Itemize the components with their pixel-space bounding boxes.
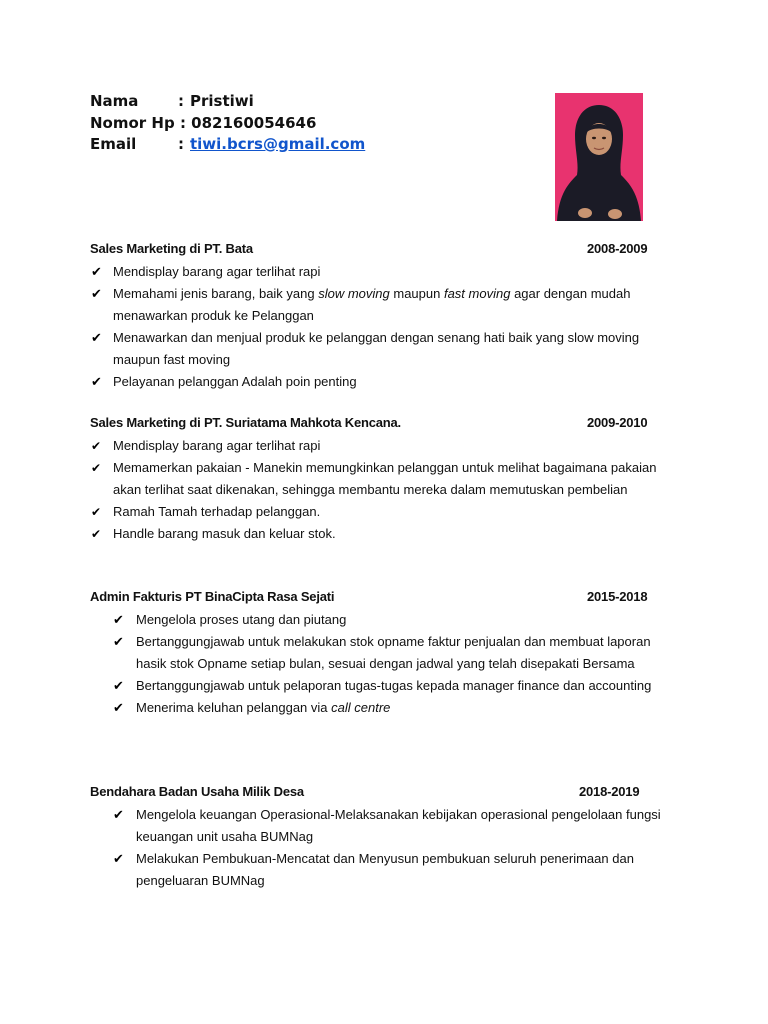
duty-text-segment: agar dengan mudah menawarkan produk ke Pelanggan (113, 286, 631, 323)
profile-photo-illustration (555, 93, 643, 221)
experience-section (90, 241, 670, 393)
duty-item (90, 609, 670, 631)
checkmark-icon: ✔ (113, 678, 124, 693)
checkmark-icon: ✔ (91, 461, 102, 475)
duty-text-segment: call centre (331, 700, 391, 715)
checkmark-icon: ✔ (91, 527, 102, 541)
email-link[interactable]: tiwi.bcrs@gmail.com (190, 135, 366, 153)
job-title: Bendahara Badan Usaha Milik Desa (90, 784, 304, 799)
email-row (90, 134, 365, 156)
duty-item (90, 283, 670, 327)
duty-text: Mengelola keuangan Operasional-Melaksanakan kebijakan operasional pengelolaan fungsi keuangan unit usaha BUMNag (136, 807, 661, 844)
duty-text: Bertanggungjawab untuk melakukan stok opname faktur penjualan dan membuat laporan hasik stok Opname setiap bulan, sesuai dengan jadwal yang telah disepakati Bersama (136, 634, 651, 671)
duty-item (90, 371, 670, 393)
email-colon: : (178, 135, 184, 153)
section-header (90, 241, 670, 261)
duty-list (90, 435, 670, 545)
duty-item (90, 327, 670, 371)
phone-value: 082160054646 (191, 113, 317, 132)
checkmark-icon: ✔ (113, 612, 124, 627)
name-value: Pristiwi (190, 92, 254, 110)
duty-text: Pelayanan pelanggan Adalah poin penting (113, 374, 357, 389)
duty-item (90, 804, 670, 848)
job-years: 2015-2018 (587, 589, 648, 604)
job-title: Sales Marketing di PT. Suriatama Mahkota Kencana. (90, 415, 401, 430)
duty-list (90, 804, 670, 892)
section-header (90, 589, 670, 609)
duty-item (90, 697, 670, 719)
checkmark-icon: ✔ (91, 374, 102, 389)
contact-block (90, 91, 365, 156)
duty-text: Handle barang masuk dan keluar stok. (113, 526, 336, 541)
duty-text-segment: fast moving (443, 286, 511, 301)
phone-row (90, 113, 365, 135)
duty-text: Melakukan Pembukuan-Mencatat dan Menyusun pembukuan seluruh penerimaan dan pengeluaran BUMNag (136, 851, 634, 888)
duty-list (90, 261, 670, 393)
duty-item (90, 848, 670, 892)
duty-item (90, 457, 670, 501)
duty-text-segment: Menerima keluhan pelanggan via (136, 700, 332, 715)
duty-text: Memamerkan pakaian - Manekin memungkinkan pelanggan untuk melihat bagaimana pakaian akan terlihat saat dikenakan, sehingga membantu mereka dalam memutuskan pembelian (113, 460, 657, 497)
duty-text: Mengelola proses utang dan piutang (136, 612, 347, 627)
duty-text: Mendisplay barang agar terlihat rapi (113, 264, 321, 279)
checkmark-icon: ✔ (113, 851, 124, 866)
name-row (90, 91, 365, 113)
duty-item (90, 261, 670, 283)
duty-item (90, 435, 670, 457)
job-years: 2009-2010 (587, 415, 648, 430)
experience-section (90, 589, 670, 719)
duty-text-segment: slow moving (318, 286, 390, 301)
email-label: Email (90, 135, 137, 153)
duty-item (90, 523, 670, 545)
checkmark-icon: ✔ (91, 439, 102, 453)
job-title: Admin Fakturis PT BinaCipta Rasa Sejati (90, 589, 335, 604)
phone-colon: : (174, 113, 192, 132)
profile-photo (555, 93, 643, 221)
checkmark-icon: ✔ (113, 634, 124, 649)
duty-text: Mendisplay barang agar terlihat rapi (113, 438, 321, 453)
job-years: 2018-2019 (579, 784, 640, 799)
job-years: 2008-2009 (587, 241, 648, 256)
duty-text: Ramah Tamah terhadap pelanggan. (113, 504, 321, 519)
experience-section (90, 415, 670, 545)
checkmark-icon: ✔ (91, 505, 102, 519)
section-header (90, 415, 670, 435)
duty-item (90, 501, 670, 523)
duty-text-segment: Memahami jenis barang, baik yang (113, 286, 319, 301)
duty-item (90, 631, 670, 675)
checkmark-icon: ✔ (113, 700, 124, 715)
duty-text-segment: maupun (389, 286, 444, 301)
duty-text: Menawarkan dan menjual produk ke pelanggan dengan senang hati baik yang slow moving maupun fast moving (113, 330, 640, 367)
checkmark-icon: ✔ (91, 330, 102, 345)
checkmark-icon: ✔ (91, 264, 102, 279)
section-header (90, 784, 670, 804)
checkmark-icon: ✔ (113, 807, 124, 822)
checkmark-icon: ✔ (91, 286, 102, 301)
name-colon: : (178, 92, 184, 110)
job-title: Sales Marketing di PT. Bata (90, 241, 253, 256)
experience-section (90, 784, 670, 892)
name-label: Nama (90, 92, 139, 110)
phone-label: Nomor Hp (90, 113, 175, 132)
duty-text: Bertanggungjawab untuk pelaporan tugas-tugas kepada manager finance dan accounting (136, 678, 652, 693)
duty-item (90, 675, 670, 697)
duty-list (90, 609, 670, 719)
